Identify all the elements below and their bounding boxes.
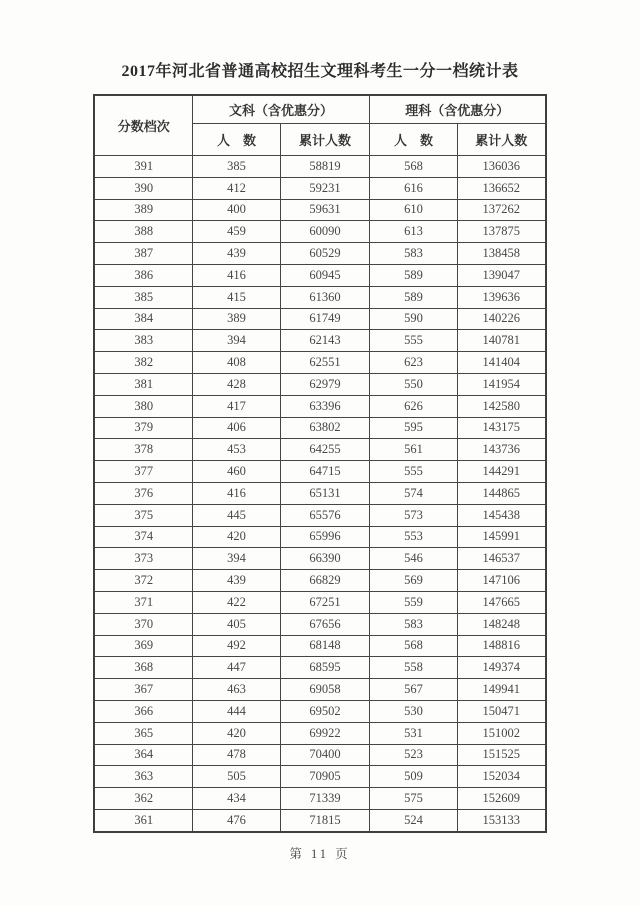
science-cumulative-cell: 144865 [458, 482, 546, 504]
liberal-arts-cumulative-cell: 63802 [280, 417, 369, 439]
liberal-arts-count-cell: 439 [192, 570, 280, 592]
liberal-arts-count-cell: 444 [192, 700, 280, 722]
science-cumulative-cell: 145991 [458, 526, 546, 548]
liberal-arts-cumulative-cell: 61749 [280, 308, 369, 330]
science-count-cell: 569 [370, 570, 458, 592]
liberal-arts-cumulative-cell: 65131 [280, 482, 369, 504]
table-row [94, 199, 545, 221]
score-cell: 382 [94, 352, 192, 374]
science-count-cell: 530 [370, 700, 458, 722]
science-cumulative-cell: 137262 [458, 199, 546, 221]
science-count-cell: 546 [370, 548, 458, 570]
science-cumulative-cell: 143175 [458, 417, 546, 439]
score-cell: 375 [94, 504, 192, 526]
table-row [94, 156, 545, 178]
liberal-arts-count-cell: 492 [192, 635, 280, 657]
science-count-cell: 550 [370, 373, 458, 395]
science-count-cell: 575 [370, 788, 458, 810]
liberal-arts-cumulative-cell: 63396 [280, 395, 369, 417]
science-cumulative-cell: 140781 [458, 330, 546, 352]
science-cumulative-cell: 146537 [458, 548, 546, 570]
score-cell: 379 [94, 417, 192, 439]
score-distribution-table [93, 94, 546, 833]
science-cumulative-cell: 145438 [458, 504, 546, 526]
table-row [94, 461, 545, 483]
liberal-arts-cumulative-cell: 62551 [280, 352, 369, 374]
table-row [94, 352, 545, 374]
score-cell: 374 [94, 526, 192, 548]
liberal-arts-count-cell: 389 [192, 308, 280, 330]
table-row [94, 264, 545, 286]
score-cell: 386 [94, 264, 192, 286]
table-row [94, 286, 545, 308]
table-row [94, 330, 545, 352]
liberal-arts-count-cell: 385 [192, 156, 280, 178]
score-cell: 376 [94, 482, 192, 504]
science-cumulative-cell: 148816 [458, 635, 546, 657]
table-row [94, 744, 545, 766]
liberal-arts-count-cell: 459 [192, 221, 280, 243]
liberal-arts-cumulative-cell: 67251 [280, 591, 369, 613]
science-count-cell: 523 [370, 744, 458, 766]
score-cell: 368 [94, 657, 192, 679]
liberal-arts-cumulative-cell: 66390 [280, 548, 369, 570]
liberal-arts-cumulative-cell: 58819 [280, 156, 369, 178]
table-row [94, 526, 545, 548]
liberal-arts-count-cell: 453 [192, 439, 280, 461]
liberal-arts-count-cell: 420 [192, 722, 280, 744]
science-cumulative-cell: 136036 [458, 156, 546, 178]
liberal-arts-count-cell: 428 [192, 373, 280, 395]
liberal-arts-cumulative-cell: 69058 [280, 679, 369, 701]
science-cumulative-cell: 140226 [458, 308, 546, 330]
table-row [94, 591, 545, 613]
science-count-cell: 568 [370, 156, 458, 178]
liberal-arts-cumulative-cell: 70400 [280, 744, 369, 766]
science-count-cell: 623 [370, 352, 458, 374]
liberal-arts-cumulative-cell: 60090 [280, 221, 369, 243]
science-count-cell: 553 [370, 526, 458, 548]
science-cumulative-cell: 147665 [458, 591, 546, 613]
score-cell: 373 [94, 548, 192, 570]
liberal-arts-cumulative-cell: 65996 [280, 526, 369, 548]
table-row [94, 635, 545, 657]
score-cell: 383 [94, 330, 192, 352]
science-cumulative-cell: 151002 [458, 722, 546, 744]
science-cumulative-cell: 141954 [458, 373, 546, 395]
score-cell: 363 [94, 766, 192, 788]
science-cumulative-cell: 149941 [458, 679, 546, 701]
liberal-arts-cumulative-cell: 62979 [280, 373, 369, 395]
science-count-cell: 559 [370, 591, 458, 613]
score-cell: 391 [94, 156, 192, 178]
liberal-arts-count-cell: 505 [192, 766, 280, 788]
science-cumulative-cell: 141404 [458, 352, 546, 374]
liberal-arts-cumulative-cell: 59631 [280, 199, 369, 221]
science-count-cell: 589 [370, 264, 458, 286]
science-cumulative-cell: 139047 [458, 264, 546, 286]
score-cell: 389 [94, 199, 192, 221]
col-header-science-group: 理科（含优惠分） [370, 95, 546, 124]
table-row [94, 308, 545, 330]
science-cumulative-cell: 137875 [458, 221, 546, 243]
science-cumulative-cell: 142580 [458, 395, 546, 417]
score-cell: 377 [94, 461, 192, 483]
score-cell: 364 [94, 744, 192, 766]
liberal-arts-cumulative-cell: 69502 [280, 700, 369, 722]
science-cumulative-cell: 153133 [458, 809, 546, 831]
score-cell: 367 [94, 679, 192, 701]
liberal-arts-count-cell: 412 [192, 177, 280, 199]
table-row [94, 417, 545, 439]
table-row [94, 482, 545, 504]
score-cell: 385 [94, 286, 192, 308]
page-number: 第 11 页 [289, 846, 351, 861]
liberal-arts-count-cell: 405 [192, 613, 280, 635]
table-row [94, 613, 545, 635]
science-count-cell: 568 [370, 635, 458, 657]
col-header-science-cumulative: 累计人数 [458, 124, 546, 156]
col-header-liberal-arts-count: 人 数 [192, 124, 280, 156]
science-count-cell: 626 [370, 395, 458, 417]
table-row [94, 809, 545, 831]
liberal-arts-cumulative-cell: 71339 [280, 788, 369, 810]
science-count-cell: 531 [370, 722, 458, 744]
liberal-arts-cumulative-cell: 64255 [280, 439, 369, 461]
page-title: 2017年河北省普通高校招生文理科考生一分一档统计表 [121, 63, 519, 80]
table-header [94, 95, 545, 156]
science-count-cell: 558 [370, 657, 458, 679]
score-cell: 371 [94, 591, 192, 613]
science-count-cell: 589 [370, 286, 458, 308]
table-row [94, 722, 545, 744]
science-count-cell: 555 [370, 330, 458, 352]
score-cell: 378 [94, 439, 192, 461]
table-row [94, 788, 545, 810]
liberal-arts-cumulative-cell: 59231 [280, 177, 369, 199]
science-cumulative-cell: 144291 [458, 461, 546, 483]
score-cell: 362 [94, 788, 192, 810]
science-cumulative-cell: 136652 [458, 177, 546, 199]
liberal-arts-count-cell: 447 [192, 657, 280, 679]
science-count-cell: 583 [370, 243, 458, 265]
science-count-cell: 567 [370, 679, 458, 701]
liberal-arts-count-cell: 476 [192, 809, 280, 831]
science-cumulative-cell: 138458 [458, 243, 546, 265]
score-cell: 370 [94, 613, 192, 635]
science-cumulative-cell: 151525 [458, 744, 546, 766]
liberal-arts-count-cell: 478 [192, 744, 280, 766]
science-cumulative-cell: 150471 [458, 700, 546, 722]
liberal-arts-count-cell: 415 [192, 286, 280, 308]
science-count-cell: 509 [370, 766, 458, 788]
score-cell: 361 [94, 809, 192, 831]
liberal-arts-count-cell: 460 [192, 461, 280, 483]
science-count-cell: 574 [370, 482, 458, 504]
score-cell: 381 [94, 373, 192, 395]
table-body [94, 156, 545, 832]
science-count-cell: 583 [370, 613, 458, 635]
liberal-arts-count-cell: 445 [192, 504, 280, 526]
liberal-arts-count-cell: 417 [192, 395, 280, 417]
table-row [94, 504, 545, 526]
score-cell: 388 [94, 221, 192, 243]
table-row [94, 679, 545, 701]
score-cell: 390 [94, 177, 192, 199]
liberal-arts-count-cell: 416 [192, 264, 280, 286]
liberal-arts-cumulative-cell: 65576 [280, 504, 369, 526]
liberal-arts-count-cell: 463 [192, 679, 280, 701]
col-header-liberal-arts-group: 文科（含优惠分） [192, 95, 369, 124]
science-count-cell: 613 [370, 221, 458, 243]
liberal-arts-count-cell: 394 [192, 330, 280, 352]
science-count-cell: 524 [370, 809, 458, 831]
table-row [94, 700, 545, 722]
score-cell: 369 [94, 635, 192, 657]
liberal-arts-cumulative-cell: 61360 [280, 286, 369, 308]
table-row [94, 177, 545, 199]
table-row [94, 395, 545, 417]
liberal-arts-cumulative-cell: 66829 [280, 570, 369, 592]
liberal-arts-cumulative-cell: 64715 [280, 461, 369, 483]
science-cumulative-cell: 149374 [458, 657, 546, 679]
science-cumulative-cell: 148248 [458, 613, 546, 635]
group-header-row [94, 95, 545, 124]
science-cumulative-cell: 147106 [458, 570, 546, 592]
liberal-arts-count-cell: 406 [192, 417, 280, 439]
liberal-arts-cumulative-cell: 70905 [280, 766, 369, 788]
liberal-arts-cumulative-cell: 60945 [280, 264, 369, 286]
table-row [94, 766, 545, 788]
score-cell: 365 [94, 722, 192, 744]
col-header-score-tier: 分数档次 [94, 95, 192, 156]
liberal-arts-count-cell: 439 [192, 243, 280, 265]
score-cell: 372 [94, 570, 192, 592]
science-cumulative-cell: 139636 [458, 286, 546, 308]
science-count-cell: 616 [370, 177, 458, 199]
science-cumulative-cell: 152034 [458, 766, 546, 788]
liberal-arts-count-cell: 416 [192, 482, 280, 504]
table-row [94, 570, 545, 592]
science-count-cell: 610 [370, 199, 458, 221]
col-header-science-count: 人 数 [370, 124, 458, 156]
score-cell: 366 [94, 700, 192, 722]
liberal-arts-count-cell: 408 [192, 352, 280, 374]
score-cell: 380 [94, 395, 192, 417]
col-header-liberal-arts-cumulative: 累计人数 [280, 124, 369, 156]
science-cumulative-cell: 152609 [458, 788, 546, 810]
score-cell: 387 [94, 243, 192, 265]
science-count-cell: 555 [370, 461, 458, 483]
science-count-cell: 573 [370, 504, 458, 526]
score-cell: 384 [94, 308, 192, 330]
liberal-arts-count-cell: 394 [192, 548, 280, 570]
table-row [94, 373, 545, 395]
liberal-arts-count-cell: 400 [192, 199, 280, 221]
science-count-cell: 595 [370, 417, 458, 439]
liberal-arts-cumulative-cell: 68148 [280, 635, 369, 657]
science-cumulative-cell: 143736 [458, 439, 546, 461]
science-count-cell: 561 [370, 439, 458, 461]
liberal-arts-cumulative-cell: 71815 [280, 809, 369, 831]
liberal-arts-count-cell: 434 [192, 788, 280, 810]
liberal-arts-cumulative-cell: 69922 [280, 722, 369, 744]
table-row [94, 439, 545, 461]
liberal-arts-cumulative-cell: 62143 [280, 330, 369, 352]
table-row [94, 221, 545, 243]
liberal-arts-cumulative-cell: 68595 [280, 657, 369, 679]
table-row [94, 548, 545, 570]
table-row [94, 657, 545, 679]
liberal-arts-count-cell: 420 [192, 526, 280, 548]
liberal-arts-cumulative-cell: 60529 [280, 243, 369, 265]
table-row [94, 243, 545, 265]
liberal-arts-count-cell: 422 [192, 591, 280, 613]
liberal-arts-cumulative-cell: 67656 [280, 613, 369, 635]
science-count-cell: 590 [370, 308, 458, 330]
